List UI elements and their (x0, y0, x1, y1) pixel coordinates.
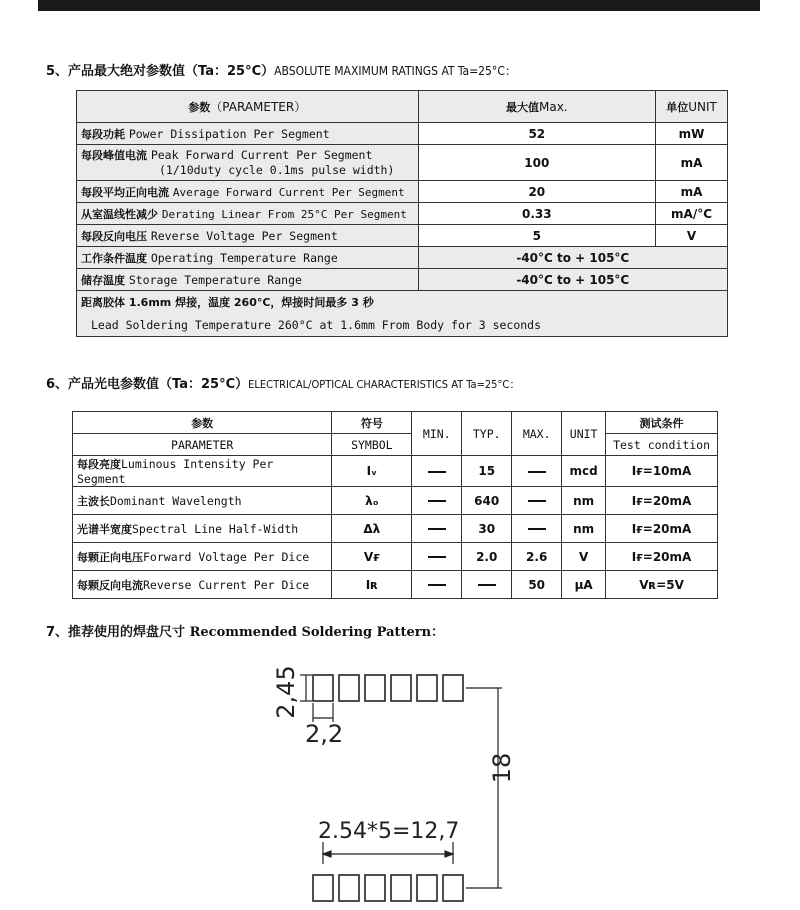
table-row: 每段平均正向电流 Average Forward Current Per Segment 20 mA (77, 181, 728, 203)
dash-mark (428, 500, 446, 502)
electro-optical-table (72, 411, 718, 599)
dim-pad-width: 2,2 (305, 720, 344, 748)
solder-pad (313, 875, 333, 901)
section-7-title: 7、推荐使用的焊盘尺寸 Recommended Soldering Pattern： (46, 625, 445, 640)
section-5-title: 5、产品最大绝对参数值（Ta：25°C）ABSOLUTE MAXIMUM RATINGS AT Ta=25°C： (46, 64, 517, 79)
table-row: 储存温度 Storage Temperature Range -40°C to + 105°C (77, 269, 728, 291)
solder-pad (313, 675, 333, 701)
dash-mark (528, 471, 546, 473)
solder-pad (443, 675, 463, 701)
solder-pad (339, 675, 359, 701)
table-row: 从室温线性减少 Derating Linear From 25°C Per Segment 0.33 mA/°C (77, 203, 728, 225)
dash-mark (528, 500, 546, 502)
solder-pad (391, 875, 411, 901)
table-row: 每颗正向电压Forward Voltage Per Dice Vғ 2.0 2.6 V Iғ=20mA (73, 543, 718, 571)
solder-pad (417, 875, 437, 901)
table-row: 每段功耗 Power Dissipation Per Segment 52 mW (77, 123, 728, 145)
solder-pad (391, 675, 411, 701)
solder-pad (417, 675, 437, 701)
dash-mark (428, 556, 446, 558)
table-header-row: 参数 符号 MIN. TYP. MAX. UNIT 测试条件 (73, 412, 718, 434)
solder-pad (443, 875, 463, 901)
dash-mark (428, 471, 446, 473)
section-6-title: 6、产品光电参数值（Ta：25°C）ELECTRICAL/OPTICAL CHARACTERISTICS AT Ta=25°C： (46, 377, 521, 392)
soldering-pattern-diagram (0, 650, 800, 910)
dim-pad-height: 2,45 (272, 665, 300, 719)
table-row: 光谱半宽度Spectral Line Half-Width Δλ 30 nm Iғ=20mA (73, 515, 718, 543)
solder-pad (339, 875, 359, 901)
table-row: 每段亮度Luminous Intensity Per Segment Iᵥ 15 mcd Iғ=10mA (73, 456, 718, 487)
max-ratings-table (76, 90, 728, 337)
dash-mark (478, 584, 496, 586)
dash-mark (428, 584, 446, 586)
table-header-row: PARAMETER SYMBOL Test condition (73, 434, 718, 456)
top-border-bar (38, 0, 760, 11)
solder-pad (365, 675, 385, 701)
table-row: 每段峰值电流 Peak Forward Current Per Segment (1/10duty cycle 0.1ms pulse width) 100 mA (77, 145, 728, 181)
table-row: 工作条件温度 Operating Temperature Range -40°C to + 105°C (77, 247, 728, 269)
table-row: 主波长Dominant Wavelength λₒ 640 nm Iғ=20mA (73, 487, 718, 515)
table-row: 每段反向电压 Reverse Voltage Per Segment 5 V (77, 225, 728, 247)
soldering-note-row: 距离胶体 1.6mm 焊接，温度 260°C，焊接时间最多 3 秒 Lead Soldering Temperature 260°C at 1.6mm From Body for 3 seconds (77, 291, 728, 337)
table-row: 每颗反向电流Reverse Current Per Dice Iʀ 50 μA Vʀ=5V (73, 571, 718, 599)
solder-pad (365, 875, 385, 901)
dim-pitch: 2.54*5=12,7 (318, 819, 460, 844)
dash-mark (428, 528, 446, 530)
table-header-row: 参数（PARAMETER） 最大值Max. 单位UNIT (77, 91, 728, 123)
dash-mark (528, 528, 546, 530)
dim-row-span: 18 (488, 752, 516, 784)
